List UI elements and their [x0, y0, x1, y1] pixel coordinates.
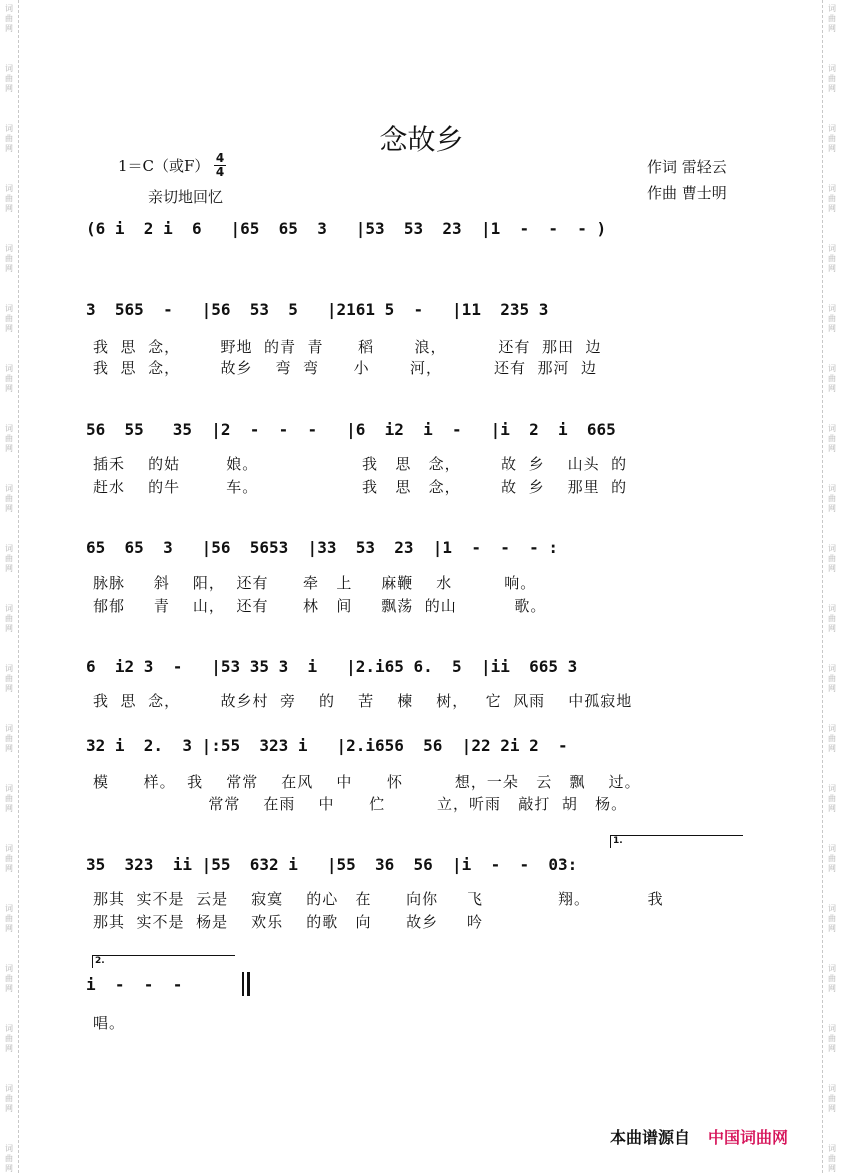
score-line-3 — [86, 417, 766, 447]
watermark-text: 词 曲 网 — [828, 544, 836, 573]
right-watermark-strip — [822, 0, 841, 1173]
watermark-text: 词 曲 网 — [828, 844, 836, 873]
lyric-verse-2: 那其 实不是 杨是 欢乐 的歌 向 故乡 吟 — [93, 913, 483, 931]
score-line-8 — [86, 972, 766, 1002]
lyric-verse-1: 模 样。 我 常常 在风 中 怀 想，一朵 云 飘 过。 — [93, 773, 641, 791]
watermark-text: 词 曲 网 — [5, 124, 13, 153]
left-watermark-strip — [0, 0, 19, 1173]
notation-line: 35 323 ii |55 632 i |55 36 56 |i - - 03: — [86, 855, 578, 874]
lyric-verse-1: 唱。 — [93, 1014, 126, 1032]
watermark-text: 词 曲 网 — [5, 784, 13, 813]
notation-line: (6 i 2 i 6 |65 65 3 |53 53 23 |1 - - - ) — [86, 219, 607, 238]
lyric-verse-1: 那其 实不是 云是 寂寞 的心 在 向你 飞 翔。 我 — [93, 890, 664, 908]
notation-line: 32 i 2. 3 |:55 323 i |2.i656 56 |22 2i 2 - — [86, 736, 568, 755]
watermark-text: 词 曲 网 — [828, 64, 836, 93]
notation-line: 6 i2 3 - |53 35 3 i |2.i65 6. 5 |ii 665 3 — [86, 657, 578, 676]
watermark-text: 词 曲 网 — [5, 904, 13, 933]
watermark-text: 词 曲 网 — [5, 544, 13, 573]
watermark-text: 词 曲 网 — [828, 304, 836, 333]
lyric-verse-1: 我 思 念， 野地 的青 青 稻 浪， 还有 那田 边 — [93, 338, 602, 356]
watermark-text: 词 曲 网 — [5, 724, 13, 753]
score-line-2 — [86, 297, 766, 327]
watermark-text: 词 曲 网 — [5, 424, 13, 453]
watermark-text: 词 曲 网 — [5, 664, 13, 693]
lyric-verse-2: 我 思 念， 故乡 弯 弯 小 河， 还有 那河 边 — [93, 359, 598, 377]
watermark-text: 词 曲 网 — [5, 244, 13, 273]
song-title: 念故乡 — [379, 123, 464, 156]
notation-line: i - - - — [86, 975, 202, 994]
key-signature: 1＝C（或F） — [118, 157, 210, 175]
score-line-1 — [86, 216, 766, 246]
final-barline — [242, 972, 244, 996]
watermark-text: 词 曲 网 — [828, 664, 836, 693]
lyricist-credit: 作词 雷轻云 — [647, 158, 727, 176]
watermark-text: 词 曲 网 — [5, 1084, 13, 1113]
watermark-text: 词 曲 网 — [828, 1084, 836, 1113]
watermark-text: 词 曲 网 — [828, 604, 836, 633]
watermark-text: 词 曲 网 — [5, 304, 13, 333]
watermark-text: 词 曲 网 — [5, 4, 13, 33]
composer-credit: 作曲 曹士明 — [647, 184, 727, 202]
watermark-text: 词 曲 网 — [5, 484, 13, 513]
watermark-text: 词 曲 网 — [828, 484, 836, 513]
watermark-text: 词 曲 网 — [828, 4, 836, 33]
first-ending-bracket: 1. — [610, 835, 743, 848]
source-label: 本曲谱源自 — [610, 1128, 691, 1147]
lyric-verse-2: 常常 在雨 中 伫 立，听雨 敲打 胡 杨。 — [93, 795, 628, 813]
watermark-text: 词 曲 网 — [828, 724, 836, 753]
lyric-verse-1: 我 思 念， 故乡村 旁 的 苦 楝 树， 它 风雨 中孤寂地 — [93, 692, 633, 710]
source-credit — [610, 1125, 788, 1148]
watermark-text: 词 曲 网 — [5, 604, 13, 633]
watermark-text: 词 曲 网 — [5, 1024, 13, 1053]
watermark-text: 词 曲 网 — [828, 364, 836, 393]
watermark-text: 词 曲 网 — [828, 904, 836, 933]
source-brand[interactable]: 中国词曲网 — [708, 1128, 789, 1147]
expression-mark: 亲切地回忆 — [148, 188, 224, 206]
watermark-text: 词 曲 网 — [828, 184, 836, 213]
final-barline-thick — [247, 972, 250, 996]
lyric-verse-2: 赶水 的牛 车。 我 思 念， 故 乡 那里 的 — [93, 478, 628, 496]
watermark-text: 词 曲 网 — [828, 244, 836, 273]
lyric-verse-1: 脉脉 斜 阳， 还有 牵 上 麻鞭 水 响。 — [93, 574, 537, 592]
watermark-text: 词 曲 网 — [5, 364, 13, 393]
watermark-text: 词 曲 网 — [828, 1144, 836, 1173]
score-line-7 — [86, 852, 766, 882]
watermark-text: 词 曲 网 — [828, 124, 836, 153]
watermark-text: 词 曲 网 — [5, 964, 13, 993]
watermark-text: 词 曲 网 — [5, 1144, 13, 1173]
score-line-5 — [86, 654, 766, 684]
notation-line: 65 65 3 |56 5653 |33 53 23 |1 - - - : — [86, 538, 559, 557]
score-line-6 — [86, 733, 766, 763]
notation-line: 56 55 35 |2 - - - |6 i2 i - |i 2 i 665 — [86, 420, 616, 439]
time-signature: 4 4 — [215, 151, 225, 179]
watermark-text: 词 曲 网 — [828, 784, 836, 813]
score-line-4 — [86, 535, 766, 565]
watermark-text: 词 曲 网 — [828, 964, 836, 993]
second-ending-bracket: 2. — [92, 955, 235, 968]
watermark-text: 词 曲 网 — [5, 844, 13, 873]
watermark-text: 词 曲 网 — [828, 1024, 836, 1053]
lyric-verse-1: 插禾 的姑 娘。 我 思 念， 故 乡 山头 的 — [93, 455, 628, 473]
watermark-text: 词 曲 网 — [5, 184, 13, 213]
watermark-text: 词 曲 网 — [828, 424, 836, 453]
watermark-text: 词 曲 网 — [5, 64, 13, 93]
lyric-verse-2: 郁郁 青 山， 还有 林 间 飘荡 的山 歌。 — [93, 597, 547, 615]
notation-line: 3 565 - |56 53 5 |2161 5 - |11 235 3 — [86, 300, 549, 319]
